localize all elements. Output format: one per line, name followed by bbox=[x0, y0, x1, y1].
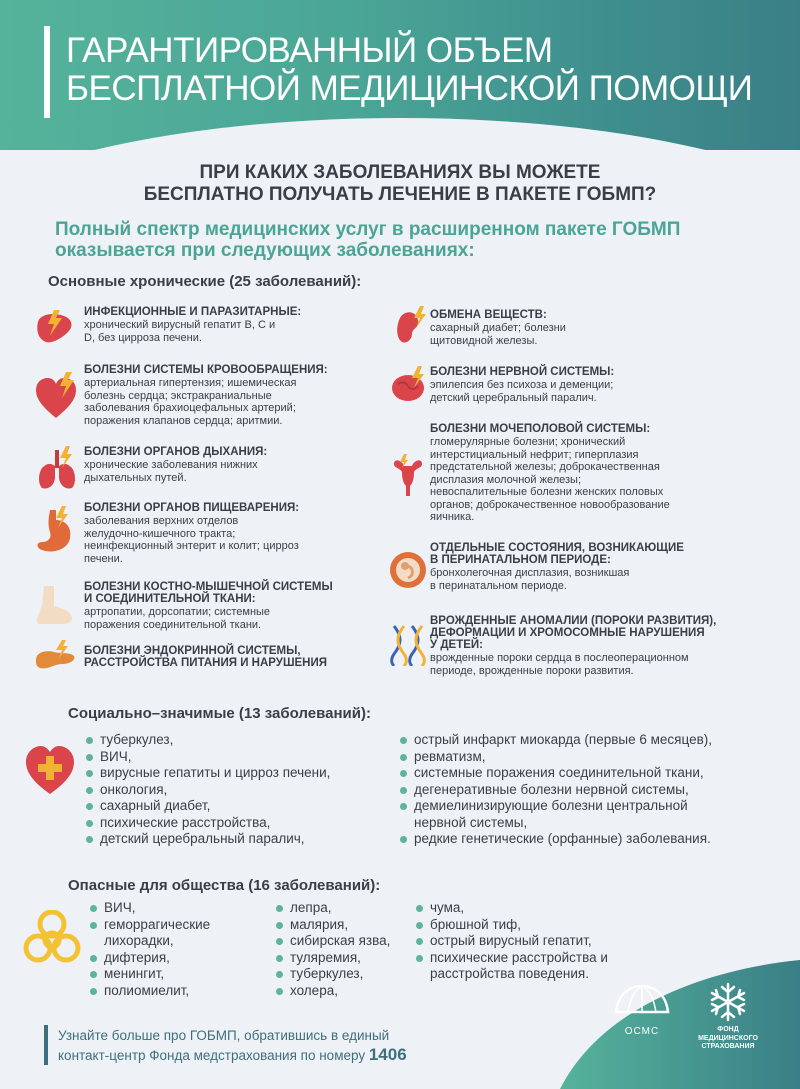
brain-icon bbox=[388, 366, 430, 406]
chronic-item-title: ИНФЕКЦИОННЫЕ И ПАРАЗИТАРНЫЕ: bbox=[84, 306, 302, 318]
social-section-title: Социально–значимые (13 заболеваний): bbox=[68, 705, 371, 722]
list-item: малярия, bbox=[274, 917, 390, 934]
list-item: дегенеративные болезни нервной системы, bbox=[398, 782, 712, 799]
fetus-icon bbox=[388, 544, 428, 590]
chronic-item-title: БОЛЕЗНИ НЕРВНОЙ СИСТЕМЫ: bbox=[430, 366, 615, 378]
list-item: системные поражения соединительной ткани, bbox=[398, 765, 712, 782]
dangerous-section-title: Опасные для общества (16 заболеваний): bbox=[68, 877, 381, 894]
list-item: чума, bbox=[414, 900, 608, 917]
list-item: детский церебральный паралич, bbox=[84, 831, 330, 848]
chronic-item-musculoskeletal bbox=[84, 581, 333, 631]
chronic-item-text: сахарный диабет; болезни щитовидной железы. bbox=[430, 322, 566, 347]
heart-icon bbox=[34, 372, 78, 422]
chronic-item-text: эпилепсия без психоза и деменции; детский церебральный паралич. bbox=[430, 379, 614, 404]
footer-text: Узнайте больше про ГОБМП, обратившись в единый контакт-центр Фонда медстрахования по номеру bbox=[58, 1028, 390, 1063]
chronic-item-text: артериальная гипертензия; ишемическая болезнь сердца; экстракраниальные заболевания брахиоцефальных артерий; поражения клапанов сердца; аритмии. bbox=[84, 377, 297, 427]
chronic-item-text: гломерулярные болезни; хронический интерстициальный нефрит; гиперплазия предстательной железы; доброкачественная дисплазия молочной железы; невоспалительные болезни женских половых органов; доброкачественное новообразование яичника. bbox=[430, 436, 670, 523]
chronic-item-digestive bbox=[84, 502, 299, 565]
chronic-item-text: хронические заболевания нижних дыхательных путей. bbox=[84, 459, 258, 484]
foot-icon bbox=[32, 584, 76, 626]
header-accent-bar bbox=[44, 26, 50, 118]
chronic-item-title: ОБМЕНА ВЕЩЕСТВ: bbox=[430, 309, 547, 321]
pancreas-icon bbox=[32, 640, 78, 674]
footer-contact-text bbox=[58, 1026, 407, 1065]
list-item: сахарный диабет, bbox=[84, 798, 330, 815]
list-item: холера, bbox=[274, 983, 390, 1000]
chronic-item-endocrine bbox=[84, 645, 327, 669]
lungs-icon bbox=[36, 446, 78, 492]
lead-text: Полный спектр медицинских услуг в расширенном пакете ГОБМП оказывается при следующих заболеваниях: bbox=[55, 219, 681, 261]
stomach-icon bbox=[32, 506, 78, 558]
list-item: туляремия, bbox=[274, 950, 390, 967]
footer-accent-bar bbox=[44, 1025, 48, 1065]
chronic-item-title: ОТДЕЛЬНЫЕ СОСТОЯНИЯ, ВОЗНИКАЮЩИЕ В ПЕРИНАТАЛЬНОМ ПЕРИОДЕ: bbox=[430, 542, 684, 566]
chronic-item-title: ВРОЖДЕННЫЕ АНОМАЛИИ (ПОРОКИ РАЗВИТИЯ), ДЕФОРМАЦИИ И ХРОМОСОМНЫЕ НАРУШЕНИЯ У ДЕТЕЙ: bbox=[430, 615, 717, 651]
chronic-item-text: хронический вирусный гепатит В, С и D, без цирроза печени. bbox=[84, 319, 276, 344]
chronic-item-title: БОЛЕЗНИ ОРГАНОВ ПИЩЕВАРЕНИЯ: bbox=[84, 502, 300, 514]
osms-logo-text: ОСМС bbox=[624, 1026, 660, 1037]
chronic-item-perinatal bbox=[430, 542, 684, 592]
list-item: острый вирусный гепатит, bbox=[414, 933, 608, 950]
umbrella-icon bbox=[614, 982, 670, 1018]
list-item: менингит, bbox=[88, 966, 210, 983]
chronic-item-genitourinary bbox=[430, 423, 670, 524]
list-item: брюшной тиф, bbox=[414, 917, 608, 934]
uterus-icon bbox=[388, 454, 428, 500]
chronic-item-respiratory bbox=[84, 446, 267, 484]
chronic-item-circulatory bbox=[84, 364, 328, 427]
liver-icon bbox=[34, 308, 78, 348]
list-item: ревматизм, bbox=[398, 749, 712, 766]
chronic-item-metabolism bbox=[430, 309, 566, 347]
chronic-item-title: БОЛЕЗНИ СИСТЕМЫ КРОВООБРАЩЕНИЯ: bbox=[84, 364, 328, 376]
chronic-item-text: артропатии, дорсопатии; системные поражения соединительной ткани. bbox=[84, 606, 271, 631]
list-item: туберкулез, bbox=[84, 732, 330, 749]
chronic-item-title: БОЛЕЗНИ ОРГАНОВ ДЫХАНИЯ: bbox=[84, 446, 268, 458]
list-item: демиелинизирующие болезни центральной нервной системы, bbox=[398, 798, 712, 831]
list-item: сибирская язва, bbox=[274, 933, 390, 950]
list-item: геморрагические лихорадки, bbox=[88, 917, 210, 950]
chronic-item-title: БОЛЕЗНИ МОЧЕПОЛОВОЙ СИСТЕМЫ: bbox=[430, 423, 651, 435]
list-item: туберкулез, bbox=[274, 966, 390, 983]
chronic-item-congenital bbox=[430, 615, 716, 677]
chronic-item-nervous bbox=[430, 366, 614, 404]
kidney-icon bbox=[392, 306, 428, 346]
list-item: острый инфаркт миокарда (первые 6 месяцев), bbox=[398, 732, 712, 749]
social-list-right bbox=[398, 732, 712, 848]
chronic-item-title: БОЛЕЗНИ ЭНДОКРИННОЙ СИСТЕМЫ, РАССТРОЙСТВА ПИТАНИЯ И НАРУШЕНИЯ bbox=[84, 645, 328, 669]
footer-wave bbox=[0, 950, 800, 1089]
header-banner bbox=[0, 0, 800, 150]
list-item: редкие генетические (орфанные) заболевания. bbox=[398, 831, 712, 848]
dna-icon bbox=[388, 624, 428, 666]
chronic-item-infectious bbox=[84, 306, 301, 344]
chronic-section-title: Основные хронические (25 заболеваний): bbox=[48, 273, 362, 290]
fund-logo-text: ФОНД МЕДИЦИНСКОГО СТРАХОВАНИЯ bbox=[698, 1026, 758, 1050]
contact-number: 1406 bbox=[368, 1045, 407, 1064]
chronic-item-text: бронхолегочная дисплазия, возникшая в перинатальном периоде. bbox=[430, 567, 630, 592]
page-title: ГАРАНТИРОВАННЫЙ ОБЪЕМ БЕСПЛАТНОЙ МЕДИЦИНСКОЙ ПОМОЩИ bbox=[66, 31, 753, 108]
list-item: психические расстройства и расстройства поведения. bbox=[414, 950, 608, 983]
list-item: психические расстройства, bbox=[84, 815, 330, 832]
list-item: онкология, bbox=[84, 782, 330, 799]
list-item: лепра, bbox=[274, 900, 390, 917]
chronic-item-title: БОЛЕЗНИ КОСТНО-МЫШЕЧНОЙ СИСТЕМЫ И СОЕДИНИТЕЛЬНОЙ ТКАНИ: bbox=[84, 581, 333, 605]
medical-heart-icon bbox=[24, 742, 76, 798]
list-item: вирусные гепатиты и цирроз печени, bbox=[84, 765, 330, 782]
chronic-item-text: заболевания верхних отделов желудочно-кишечного тракта; неинфекционный энтерит и колит; цирроз печени. bbox=[84, 515, 299, 565]
list-item: ВИЧ, bbox=[88, 900, 210, 917]
question-heading: ПРИ КАКИХ ЗАБОЛЕВАНИЯХ ВЫ МОЖЕТЕ БЕСПЛАТНО ПОЛУЧАТЬ ЛЕЧЕНИЕ В ПАКЕТЕ ГОБМП? bbox=[143, 162, 657, 205]
list-item: полиомиелит, bbox=[88, 983, 210, 1000]
fund-snowflake-icon bbox=[708, 982, 748, 1022]
list-item: дифтерия, bbox=[88, 950, 210, 967]
list-item: ВИЧ, bbox=[84, 749, 330, 766]
social-list-left bbox=[84, 732, 330, 848]
chronic-item-text: врожденные пороки сердца в послеоперационном периоде, врожденные пороки развития. bbox=[430, 652, 689, 677]
